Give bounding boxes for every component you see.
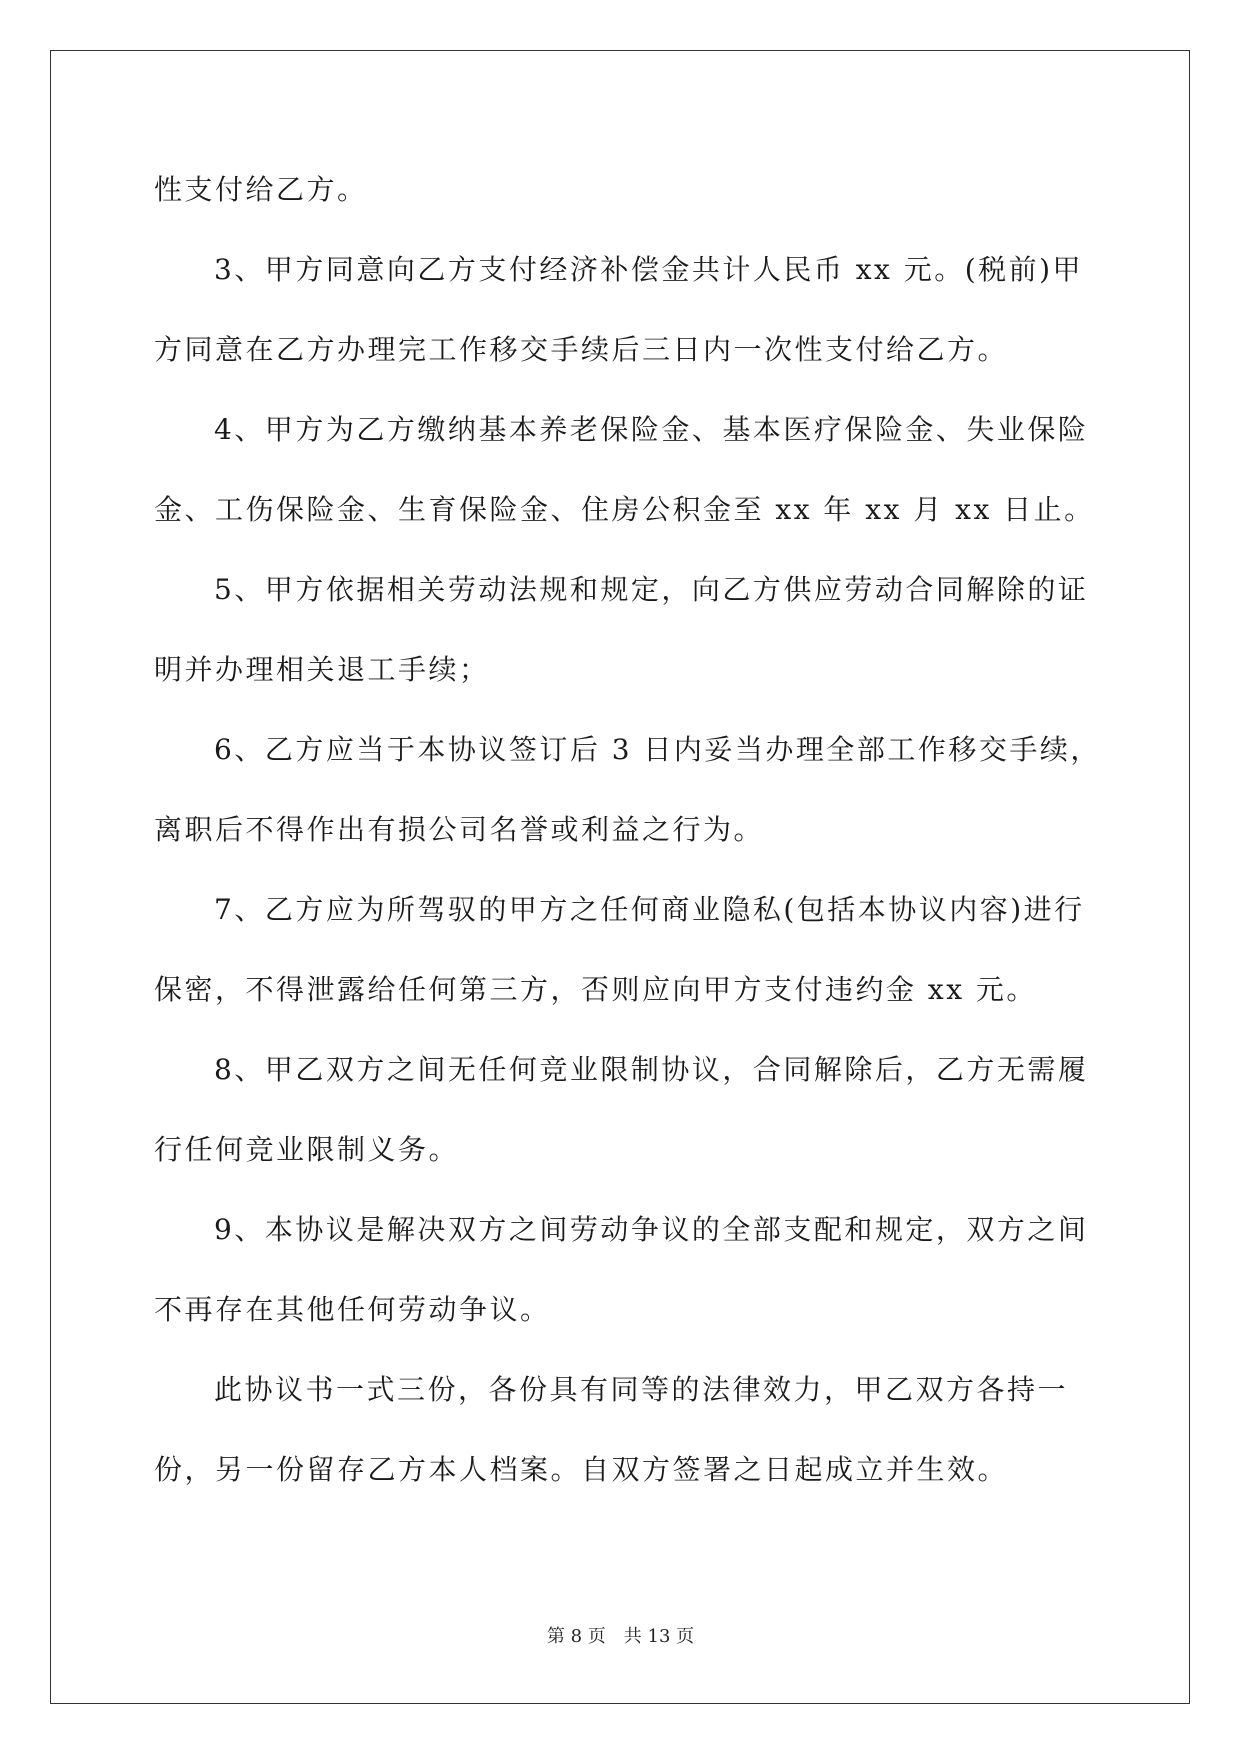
- clause-4-line: 4、甲方为乙方缴纳基本养老保险金、基本医疗保险金、失业保险: [214, 413, 1089, 446]
- closing-paragraph-line: 此协议书一式三份，各份具有同等的法律效力，甲乙双方各持一: [214, 1373, 1069, 1406]
- text-line: 明并办理相关退工手续；: [154, 653, 490, 686]
- page-number-footer: 第 8 页 共 13 页: [546, 1626, 695, 1647]
- clause-7-line: 7、乙方应为所驾驭的甲方之任何商业隐私(包括本协议内容)进行: [214, 893, 1085, 926]
- clause-5-line: 5、甲方依据相关劳动法规和规定，向乙方供应劳动合同解除的证: [214, 573, 1089, 606]
- text-line: 份，另一份留存乙方本人档案。自双方签署之日起成立并生效。: [154, 1453, 1009, 1486]
- clause-8-line: 8、甲乙双方之间无任何竞业限制协议，合同解除后，乙方无需履: [214, 1053, 1089, 1086]
- text-line: 行任何竞业限制义务。: [154, 1133, 460, 1166]
- clause-6-line: 6、乙方应当于本协议签订后 3 日内妥当办理全部工作移交手续，: [214, 733, 1101, 766]
- text-line: 不再存在其他任何劳动争议。: [154, 1293, 551, 1326]
- text-line: 保密，不得泄露给任何第三方，否则应向甲方支付违约金 xx 元。: [154, 973, 1037, 1006]
- clause-9-line: 9、本协议是解决双方之间劳动争议的全部支配和规定，双方之间: [214, 1213, 1089, 1246]
- text-line: 金、工伤保险金、生育保险金、住房公积金至 xx 年 xx 月 xx 日止。: [154, 493, 1095, 526]
- clause-3-line: 3、甲方同意向乙方支付经济补偿金共计人民币 xx 元。(税前)甲: [214, 253, 1084, 286]
- text-line: 方同意在乙方办理完工作移交手续后三日内一次性支付给乙方。: [154, 333, 1009, 366]
- text-line: 性支付给乙方。: [154, 173, 368, 206]
- document-body: [154, 150, 1101, 1510]
- text-line: 离职后不得作出有损公司名誉或利益之行为。: [154, 813, 765, 846]
